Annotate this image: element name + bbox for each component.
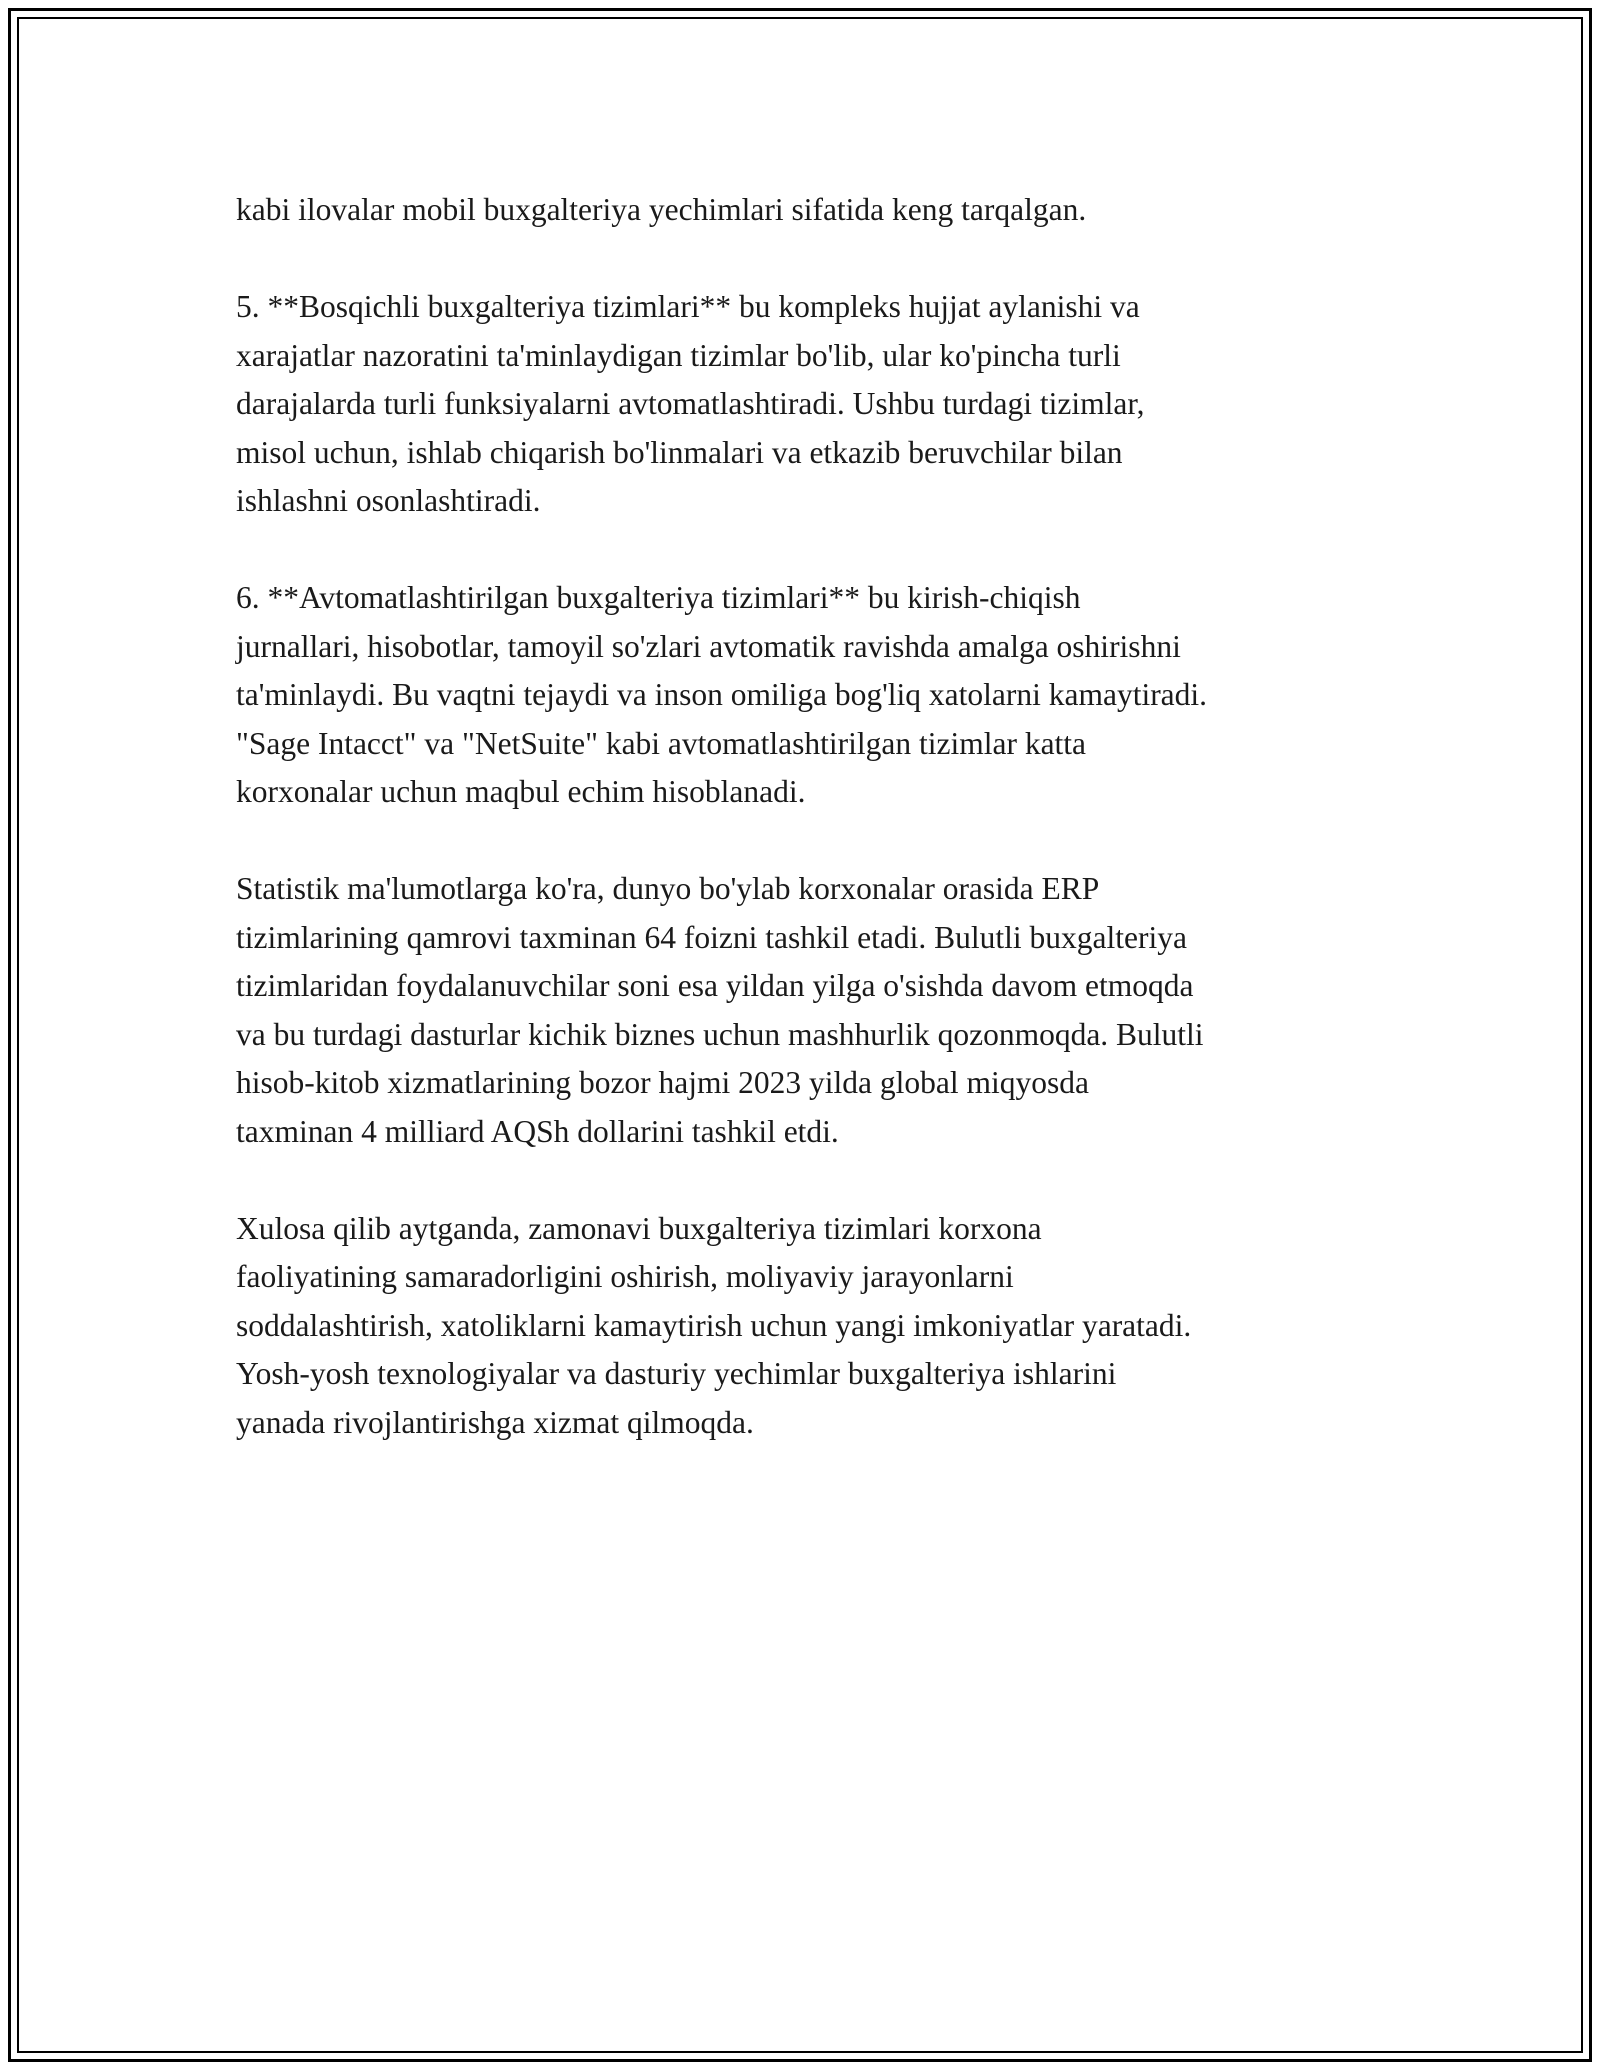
paragraph-item-5: 5. **Bosqichli buxgalteriya tizimlari** bu kompleks hujjat aylanishi va xarajatlar nazoratini ta'minlaydigan tizimlar bo'lib, ular ko'pincha turli darajalarda turli funksiyalarni avtomatlashtiradi. Ushbu turdagi tizimlar, misol uchun, ishlab chiqarish bo'linmalari va etkazib beruvchilar bilan ishlashni osonlashtiradi. [236,289,1145,518]
document-body [236,186,1386,1496]
paragraph-statistics: Statistik ma'lumotlarga ko'ra, dunyo bo'ylab korxonalar orasida ERP tizimlarining qamrovi taxminan 64 foizni tashkil etadi. Bulutli buxgalteriya tizimlaridan foydalanuvchilar soni esa yildan yilga o'sishda davom etmoqda va bu turdagi dasturlar kichik biznes uchun mashhurlik qozonmoqda. Bulutli hisob-kitob xizmatlarining bozor hajmi 2023 yilda global miqyosda taxminan 4 milliard AQSh dollarini tashkil etdi. [236,871,1204,1149]
paragraph-conclusion: Xulosa qilib aytganda, zamonavi buxgalteriya tizimlari korxona faoliyatining samaradorligini oshirish, moliyaviy jarayonlarni soddalashtirish, xatoliklarni kamaytirish uchun yangi imkoniyatlar yaratadi. Yosh-yosh texnologiyalar va dasturiy yechimlar buxgalteriya ishlarini yanada rivojlantirishga xizmat qilmoqda. [236,1210,1192,1440]
paragraph-continuation: kabi ilovalar mobil buxgalteriya yechimlari sifatida keng tarqalgan. [236,192,1087,227]
paragraph-item-6: 6. **Avtomatlashtirilgan buxgalteriya tizimlari** bu kirish-chiqish jurnallari, hisobotlar, tamoyil so'zlari avtomatik ravishda amalga oshirishni ta'minlaydi. Bu vaqtni tejaydi va inson omiliga bog'liq xatolarni kamaytiradi. "Sage Intacct" va "NetSuite" kabi avtomatlashtirilgan tizimlar katta korxonalar uchun maqbul echim hisoblanadi. [236,580,1208,809]
